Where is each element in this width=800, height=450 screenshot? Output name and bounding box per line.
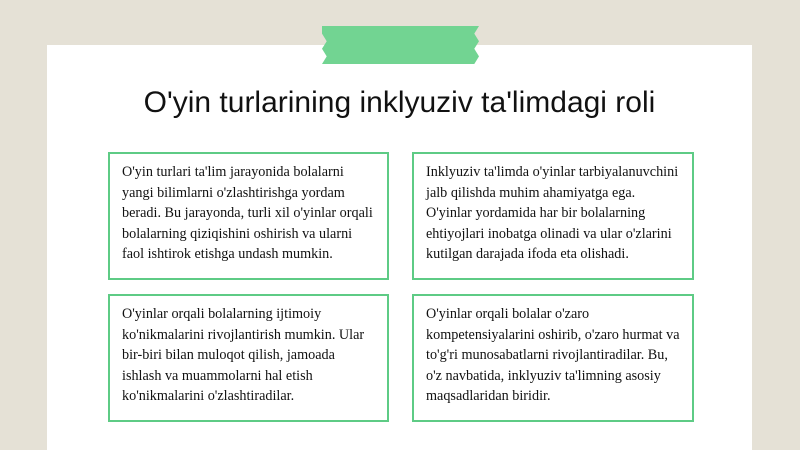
decorative-tape	[322, 26, 479, 64]
content-card-2	[412, 152, 694, 280]
card-4-text: O'yinlar orqali bolalar o'zaro kompetensiyalarini oshirib, o'zaro hurmat va to'g'ri munosabatlarni rivojlantiradilar. Bu, o'z navbatida, inklyuziv ta'limning asosiy maqsadlaridan biridir.	[426, 306, 680, 405]
card-3-text: O'yinlar orqali bolalarning ijtimoiy ko'nikmalarini rivojlantirish mumkin. Ular bir-biri bilan muloqot qilish, jamoada ishlash va muammolarni hal etish ko'nikmalarini o'zlashtiradilar.	[122, 306, 365, 405]
slide-title: O'yin turlarining inklyuziv ta'limdagi roli	[143, 86, 656, 119]
card-1-text: O'yin turlari ta'lim jarayonida bolalarni yangi bilimlarni o'zlashtirishga yordam beradi. Bu jarayonda, turli xil o'yinlar orqali bolalarning qiziqishini oshirish va ularni faol ishtirok etishga undash mumkin.	[122, 164, 373, 263]
content-card-3	[108, 294, 389, 422]
content-card-4	[412, 294, 694, 422]
card-2-text: Inklyuziv ta'limda o'yinlar tarbiyalanuvchini jalb qilishda muhim ahamiyatga ega. O'yinlar yordamida har bir bolalarning ehtiyojlari inobatga olinadi va ular o'zlarini kutilgan darajada ifoda eta olishadi.	[426, 164, 679, 263]
content-card-1	[108, 152, 389, 280]
